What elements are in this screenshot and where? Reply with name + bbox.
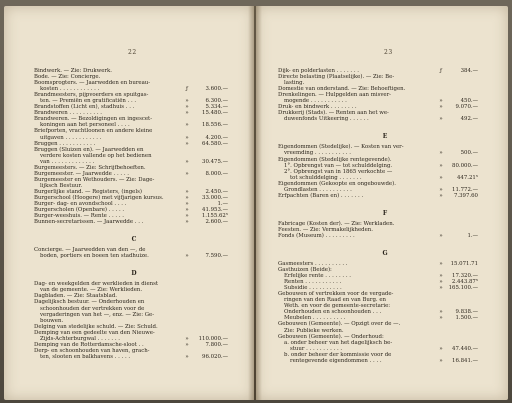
currency-mark: » [185,122,189,129]
index-entry [34,354,234,360]
entry-text: Druk- en bindwerk . . . . . . . . [278,104,357,111]
currency-mark: » [439,273,443,280]
entry-text: 1°. Opbrengst van — tot schulddelging. [284,162,393,169]
entry-amount: 1.— [217,201,228,208]
currency-mark: » [185,188,189,195]
currency-mark: » [185,104,189,111]
entry-amount: 2.443.87⁵ [451,279,478,286]
entry-text: vergaderingen van het —, enz. — Zie: Ge- [40,311,155,318]
currency-mark: » [439,116,443,123]
entry-text: Drukkerij (Stads). — Renten aan het we- [278,110,389,117]
entry-amount: 447.21⁵ [456,174,478,181]
entry-text: Fonds (Museum) . . . . . . . . . [278,232,355,239]
entry-text: kosten . . . . . . . . . . . . [40,86,100,93]
currency-mark: » [439,186,443,193]
entry-amount: 15.480.— [202,110,228,117]
entry-amount: 1.155.62⁵ [201,213,228,220]
section-letter: C [131,236,137,244]
entry-amount: 6.300.— [205,98,228,105]
entry-text: Burgemeesters. — Zie: Schrijfbehoeften. [34,164,146,171]
currency-mark: » [439,192,443,199]
entry-text: Briefporten, vrachtloonen en andere kleine [34,128,153,135]
entry-text: Domestie van onderstand. — Zie: Behoeftigen. [278,86,406,93]
entry-text: ten, slooten en balkhavens . . . . . [40,353,131,360]
entry-text: tot schulddelging . . . . . . . [290,174,362,181]
currency-mark: » [439,285,443,292]
index-entries [34,68,234,360]
entry-text: Eigendommen (Stedelijke). — Kosten van ver- [278,144,404,151]
entry-text: lasting. [284,80,305,87]
currency-mark: » [439,232,443,239]
entry-amount: 18.556.— [202,122,228,129]
entry-text: schoonhouden der vertrekken voor de [40,305,145,312]
page-number: 23 [384,49,393,56]
entry-text: Zie: Publieke werken. [284,327,344,334]
entry-text: Burgerlijke stand. — Registers, (ingels) [34,188,142,195]
entry-amount: 384.— [460,68,478,74]
entry-text: rentegevende eigendommen . . . . [290,357,382,364]
entry-text: verdere kosten vallende op het bedienen [40,152,152,159]
entry-amount: 110.000.— [198,335,228,342]
currency-mark: » [439,104,443,111]
currency-mark: » [439,174,443,181]
currency-mark: » [185,134,189,141]
page-number: 22 [128,49,137,56]
currency-mark: » [439,150,443,157]
spacer [278,239,492,247]
entry-text: Eigendommen (Stedelijke rentegevende). [278,156,392,163]
section-letter: E [382,133,388,141]
entry-text: Burgemeester. — Jaarwedde . . . . . [34,170,129,177]
currency-mark: » [439,260,443,267]
entry-text: Dagbladen. — Zie: Staatsblad. [34,293,117,300]
entry-text: Fabricage (Kosten der). — Zie: Werkladen. [278,220,395,227]
entry-text: Subsidie . . . . . . . . . . [284,285,342,292]
entry-text: Dijk- en polderlasten . . . . . . . [278,68,359,74]
entry-text: koningen aan het personeel . . . . [40,122,130,129]
currency-mark: » [185,219,189,226]
spacer [34,259,234,267]
entry-text: Drenkelingen. — Hulpgelden aan misver- [278,92,391,99]
entry-amount: 96.020.— [202,353,228,360]
entry-text: ringen van den Raad en van Burg. en [284,297,387,304]
section-heading [34,233,234,247]
entry-text: duwenfonds Uitkeering . . . . . . [284,116,369,123]
currency-mark: » [439,345,443,352]
currency-mark: » [185,213,189,220]
entry-text: Erfpachten (Baren en) . . . . . . . [278,192,364,199]
entry-text: Demping van een gedeelte van den Nieuwe- [34,329,155,336]
entry-amount: 165.100.— [448,285,478,292]
spacer [278,122,492,130]
entry-amount: 11.772.— [452,186,478,193]
section-heading [278,130,492,144]
entry-amount: 7.397.60 [453,192,478,199]
entry-text: Bunnen-secretarissen. — Jaarwedde . . . [34,219,144,226]
entry-amount: 500.— [460,150,478,157]
entry-text: Erfelijke rente . . . . . . . . [284,273,351,280]
entry-text: Bruggen (Sluizen en). — Jaarwedden en [34,146,144,153]
entry-text: a. onder beheer van het dagelijksch be- [284,339,393,346]
entry-text: Renten . . . . . . . . . . . [284,279,342,286]
entry-amount: 30.475.— [202,158,228,165]
currency-mark: » [185,110,189,117]
currency-mark: » [439,309,443,316]
currency-mark: » [185,158,189,165]
entry-text: Brandstoffen (Licht en), stadhuis . . . [34,104,135,111]
entry-text: uitgaven . . . . . . . . . . . [40,134,102,141]
entry-amount: 1.500.— [455,315,478,322]
entry-amount: 15.071.71 [450,260,478,267]
entry-amount: 5.334.— [205,104,228,111]
entry-text: Delging van stedelijke schuld. — Zie: Schuld. [34,323,158,330]
entry-text: Burgerscholen (Openbare) . . . . . [34,207,125,214]
entry-text: ten. — Premiën en gratificatiën . . . [40,98,137,105]
entry-amount: 16.841.— [452,357,478,364]
entry-text: Dag- en weekgelden der werklieden in dienst [34,281,159,288]
entry-text: mogende . . . . . . . . . . . [284,98,347,105]
entry-amount: 7.800.— [205,341,228,348]
entry-text: Grondlasten . . . . . . . . . . [284,186,352,193]
currency-mark: » [439,357,443,364]
section-letter: F [382,209,388,217]
currency-mark: » [185,341,189,348]
currency-mark: ƒ [186,86,188,93]
entry-amount: 9.838.— [455,309,478,316]
entry-amount: 47.440.— [452,345,478,352]
entry-text: Directe belasting (Plaatselijke). — Zie: Be- [278,74,395,81]
entry-text: Gebouwen (Gemeente). — Opzigt over de —. [278,321,401,328]
entry-text: Demping van de Rotterdamsche-sloot . . [34,341,144,348]
currency-mark: » [439,315,443,322]
entry-amount: 2.450.— [205,188,228,195]
section-heading [278,247,492,261]
entry-text: Brandmeesters, pijpvoerders en spuitgas- [34,92,149,99]
entry-text: vreemding . . . . . . . . . . . [284,150,351,157]
entry-text: van . . . . . . . . . . . . . [40,158,95,165]
currency-mark: » [439,162,443,169]
entry-amount: 492.— [460,116,478,123]
entry-text: Eigendommen (Gekoopte en ongebouwde). [278,180,396,187]
entry-text: Bindwerk. — Zie: Drukwerk. [34,68,112,74]
entry-text: Burger- dag- en avondschool . . . . [34,201,127,208]
entry-amount: 17.320.— [452,273,478,280]
entry-amount: 2.600.— [205,219,228,226]
entry-text: boden, portiers en boeen ten stadhuize. [40,253,149,260]
entry-amount: 9.070.— [455,104,478,111]
entry-text: Brandweren . . . . . . . . . . [34,110,102,117]
currency-mark: » [185,353,189,360]
currency-mark: » [185,170,189,177]
entry-text: 2°. Opbrengst van in 1865 verkochte — [284,168,393,175]
currency-mark: » [185,201,189,208]
entry-text: lijksch Bestuur. [40,182,83,189]
section-heading [278,207,492,221]
entry-text: b. onder beheer der kommissie voor de [284,351,392,358]
entry-text: Burger-weeshuis. — Rente . . . . . [34,213,124,220]
entry-text: Dagelijksch bestuur. — Onderhouden en [34,299,145,306]
entry-amount: 7.590.— [205,253,228,260]
entry-text: Weth. en voor de gemeente-secretarie: [284,303,391,310]
entry-text: Boomsprogters. — Jaarwedden en bureau- [34,80,151,87]
entry-amount: 8.000.— [205,170,228,177]
entry-amount: 80.000.— [452,162,478,169]
entry-text: Bode. — Zie: Concierge. [34,74,101,81]
left-page [4,6,254,400]
entry-amount: 450.— [460,98,478,105]
entry-text: Gasthuizen (Beide): [278,267,332,274]
section-heading [34,267,234,281]
entry-text: Derp- en schoonhouden van haven, grach- [34,347,150,354]
currency-mark: » [185,253,189,260]
entry-text: Concierge. — Jaarwedden van den —, de [34,247,146,254]
right-page [256,6,508,400]
entry-text: Brandweren. — Bezoldigingen en ingescet- [34,116,153,123]
entry-text: Gasmeesters . . . . . . . . . . [278,260,348,267]
section-letter: D [131,270,137,278]
currency-mark: » [185,140,189,147]
entry-text: van de gemeente. — Zie: Werklieden. [40,287,143,294]
entry-text: Zijds-Achterburgwal . . . . . . . [40,335,120,342]
entry-text: bouwen. [40,317,64,324]
currency-mark: » [439,98,443,105]
currency-mark: » [185,207,189,214]
currency-mark: ƒ [440,68,442,74]
index-entry [278,358,492,364]
spacer [34,225,234,233]
entry-amount: 41.953.— [202,207,228,214]
entry-text: Burgerschool (Hoogere) met vijfjarigen kursus. [34,194,164,201]
currency-mark: » [439,279,443,286]
entry-text: stuur . . . . . . . . . . . [290,345,343,352]
entry-text: Feesten. — Zie: Vermakelijkheden. [278,226,373,233]
entry-amount: 3.600.— [205,86,228,93]
entry-text: Onderhouden en schoonhouden . . . [284,309,382,316]
entry-amount: 33.000.— [202,194,228,201]
entry-amount: 4.200.— [205,134,228,141]
spacer [278,199,492,207]
currency-mark: » [185,194,189,201]
entry-text: Gebouwen of vertrekken voor de vergade- [278,291,394,298]
currency-mark: » [185,98,189,105]
entry-text: Gebouwen (Gemeente). — Onderhoud: [278,333,384,340]
index-entries [278,68,492,364]
entry-text: Burgemeester en Wethouders. — Zie: Dage- [34,176,155,183]
book-gutter [248,6,262,400]
entry-amount: 1.— [467,232,478,239]
entry-amount: 64.580.— [202,140,228,147]
entry-text: Bruggen . . . . . . . . . . . [34,140,96,147]
entry-text: Meubelen . . . . . . . . . . [284,315,346,322]
section-letter: G [382,249,388,257]
currency-mark: » [185,335,189,342]
